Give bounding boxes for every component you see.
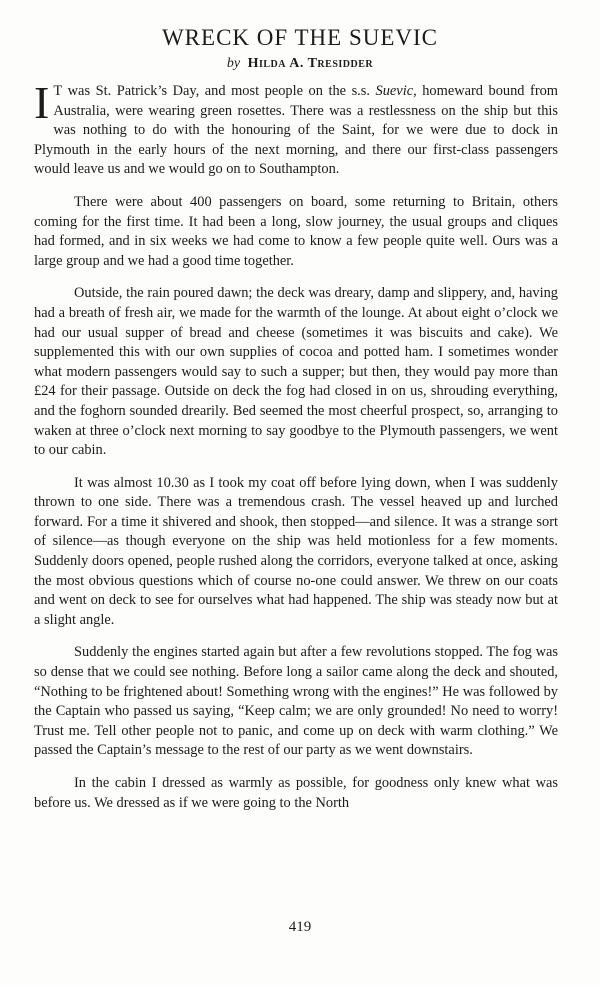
paragraph-1-text-b: , homeward bound from Australia, were wearing green rosettes. There was a restlessness on the ship but this was nothing to do with the honouring of the Saint, for we were due to dock in Plymouth in the early hours of the next morning, and there our first-class passengers would leave us and we would go on to Southampton.	[34, 83, 558, 178]
page-number: 419	[288, 919, 312, 935]
article-body	[34, 77, 558, 826]
article-title: WRECK OF THE SUEVIC	[161, 25, 439, 50]
lead-letter: T	[53, 83, 63, 99]
byline	[0, 56, 600, 72]
paragraph-3: Outside, the rain poured dawn; the deck was dreary, damp and slippery, and, having had a breath of fresh air, we made for the warmth of the lounge. At about eight o’clock we had our usual supper of bread and cheese (sometimes it was biscuits and cake). We supplemented this with our own supplies of cocoa and potted ham. I sometimes wonder what modern passengers would say to such a supper; but then, they would pay more than £24 for their passage. Outside on deck the fog had closed in on us, shrouding everything, and the foghorn sounded drearily. Bed seemed the most cheerful prospect, so, arranging to waken at three o’clock next morning to say goodbye to the Plymouth passengers, we went to our cabin.	[34, 285, 558, 459]
author-name: Hilda A. Tresidder	[247, 56, 374, 71]
ship-name: Suevic	[375, 83, 414, 99]
drop-cap: I	[34, 77, 50, 128]
paragraph-1	[34, 77, 558, 180]
paragraph-5: Suddenly the engines started again but after a few revolutions stopped. The fog was so dense that we could see nothing. Before long a sailor came along the deck and shouted, “Nothing to be frightened about! Something wrong with the engines!” He was followed by the Captain who passed us saying, “Keep calm; we are only grounded! No need to worry! Trust me. Tell other people not to panic, and come up on deck with warm clothing.” We passed the Captain’s message to the rest of our party as we went downstairs.	[34, 644, 558, 759]
byline-prefix: by	[226, 56, 241, 71]
paragraph-6: In the cabin I dressed as warmly as possible, for goodness only knew what was before us. We dressed as if we were going to the North	[34, 775, 558, 811]
paragraph-1-text-a: was St. Patrick’s Day, and most people on the s.s.	[62, 83, 376, 99]
paragraph-2: There were about 400 passengers on board, some returning to Britain, others coming for the first time. It had been a long, slow journey, the usual groups and cliques had formed, and in six weeks we had come to know a few people quite well. Ours was a large group and we had a good time together.	[34, 193, 558, 269]
paragraph-4: It was almost 10.30 as I took my coat off before lying down, when I was suddenly thrown to one side. There was a tremendous crash. The vessel heaved up and lurched forward. For a time it shivered and shook, then stopped—and silence. It was a strange sort of silence—as though everyone on the ship was held motionless for a few moments. Suddenly doors opened, people rushed along the corridors, everyone talked at once, asking the most obvious questions which of course no-one could answer. We threw on our coats and went on deck to see for ourselves what had happened. The ship was steady now but at a slight angle.	[34, 474, 558, 628]
